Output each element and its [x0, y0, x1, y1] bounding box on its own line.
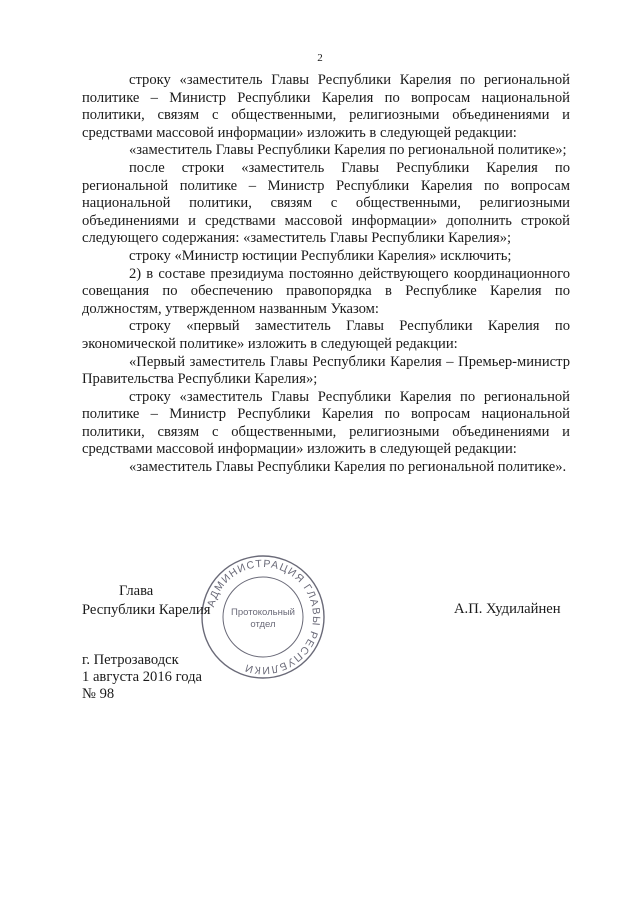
stamp-ring-text: АДМИНИСТРАЦИЯ ГЛАВЫ РЕСПУБЛИКИ — [205, 557, 323, 677]
paragraph: «заместитель Главы Республики Карелия по региональной политике». — [129, 459, 567, 476]
paragraph: строку «заместитель Главы Республики Карелия по региональной политике – Министр Республики Карелия по вопросам национальной политики, связям с общественными, религиозными объединениями и средствами массовой информации» изложить в следующей редакции: — [82, 72, 570, 141]
signature-title-line1: Глава — [119, 583, 154, 599]
place-date-block — [82, 652, 202, 703]
decree-number: № 98 — [82, 686, 115, 702]
paragraph: «заместитель Главы Республики Карелия по региональной политике»; — [129, 142, 567, 159]
paragraph: строку «заместитель Главы Республики Карелия по региональной политике – Министр Республики Карелия по вопросам национальной политики, связям с общественными, религиозными объединениями и средствами массовой информации» изложить в следующей редакции: — [82, 388, 570, 458]
signature-title-line2: Республики Карелия — [82, 602, 211, 618]
paragraph: строку «первый заместитель Главы Республики Карелия по экономической политике» изложить в следующей редакции: — [82, 318, 570, 352]
stamp-center-line2: отдел — [250, 619, 276, 630]
document-body — [82, 72, 570, 477]
paragraph: строку «Министр юстиции Республики Карелия» исключить; — [129, 247, 512, 264]
paragraph: «Первый заместитель Главы Республики Карелия – Премьер-министр Правительства Республики Карелия»; — [82, 353, 570, 388]
paragraph: после строки «заместитель Главы Республики Карелия по региональной политике – Министр Республики Карелия по вопросам национальной политики, связям с общественными, религиозными объединениями и средствами массовой информации» дополнить строкой следующего содержания: «заместитель Главы Республики Карелия»; — [82, 159, 570, 247]
signatory-name: А.П. Худилайнен — [454, 601, 561, 617]
official-stamp — [198, 552, 328, 682]
date: 1 августа 2016 года — [82, 669, 202, 685]
signature-title — [82, 582, 210, 620]
city: г. Петрозаводск — [82, 652, 179, 668]
stamp-center-line1: Протокольный — [231, 607, 295, 618]
page-number: 2 — [317, 52, 323, 64]
paragraph: 2) в составе президиума постоянно действующего координационного совещания по обеспечению правопорядка в Республике Карелия по должностям, утвержденном названным Указом: — [82, 265, 570, 317]
